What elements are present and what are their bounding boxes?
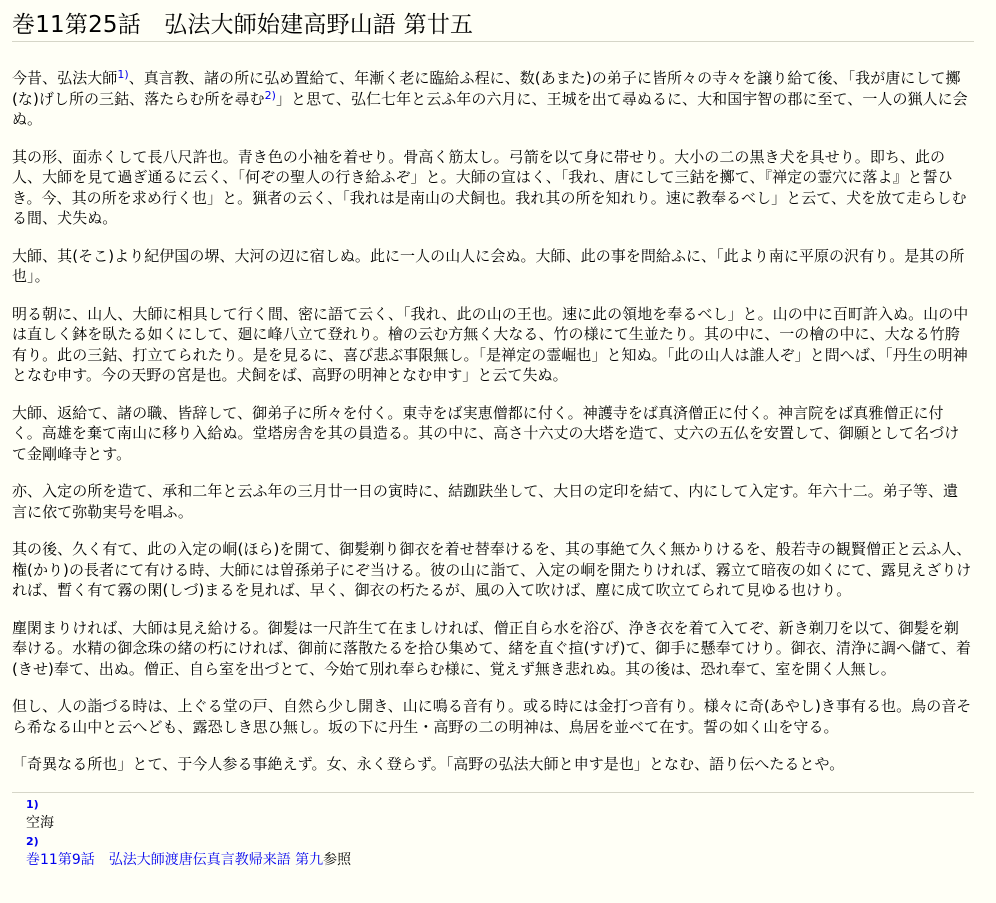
- footnote-text: [26, 813, 972, 833]
- paragraph-text: 明る朝に、山人、大師に相具して行く間、密に語て云く、「我れ、此の山の王也。速に此の領地を奉るべし」と。山の中に百町許入ぬ。山の中は直しく鉢を臥たる如くにして、廻に峰八立て登れり。檜の云む方無く大なる、竹の様にて生並たり。其の中に、一の檜の中に、大なる竹胯有り。此の三鈷、打立てられたり。是を見るに、喜び悲ぶ事限無し。「是禅定の霊崛也」と知ぬ。「此の山人は誰人ぞ」と問へば、「丹生の明神となむ申す。今の天野の宮是也。犬飼をば、高野の明神となむ申す」と云て失ぬ。: [12, 304, 969, 384]
- paragraph: [12, 304, 972, 386]
- paragraph: [12, 68, 972, 130]
- footnote-ref-link[interactable]: 1): [117, 68, 129, 81]
- footnote-ref-link[interactable]: 2): [264, 88, 276, 102]
- paragraph-text: 今昔、弘法大師: [12, 69, 118, 87]
- footnote-divider: [12, 792, 974, 793]
- footnote-link[interactable]: 巻11第9話 弘法大師渡唐伝真言教帰来語 第九: [26, 851, 324, 868]
- paragraph-text: 塵閑まりければ、大師は見え給ける。御髪は一尺許生て在ましければ、僧正自ら水を浴び、浄き衣を着て入てぞ、新き剃刀を以て、御髪を剃奉ける。水精の御念珠の緒の朽にければ、御前に落散たるを拾ひ集めて、緒を直ぐ揎(すげ)て、御手に懸奉てけり。御衣、清浄に調へ儲て、着(きせ)奉て、出ぬ。僧正、自ら室を出づとて、今始て別れ奉らむ様に、覚えず無き悲れぬ。其の後は、恐れ奉て、室を開く人無し。: [12, 618, 972, 678]
- paragraph: [12, 696, 972, 737]
- paragraph: [12, 481, 972, 522]
- paragraph-text: 、真言教、諸の所に弘め置給て、年漸く老に臨給ふ程に、数(あまた)の弟子に皆所々の寺々を譲り給て後、「我が唐にして擲(な)げし所の三鈷、落たらむ所を尋む: [12, 69, 961, 108]
- paragraph: [12, 618, 972, 680]
- paragraph: [12, 246, 972, 287]
- paragraph-text: 其の形、面赤くして長八尺許也。青き色の小袖を着せり。骨高く筋太し。弓箭を以て身に帯せり。大小の二の黒き犬を具せり。即ち、此の人、大師を見て過ぎ通るに云く、「何ぞの聖人の行き給ふぞ」と。大師の宣はく、「我れ、唐にして三鈷を擲て、『禅定の霊穴に落よ』と誓ひき。今、其の所を求め行く也」と。猟者の云く、「我れは是南山の犬飼也。我れ其の所を知れり。速に教奉るべし」と云て、犬を放て走らしむる間、犬失ぬ。: [12, 147, 967, 227]
- title-divider: [12, 41, 974, 42]
- story-body: [12, 68, 972, 775]
- paragraph-text: 亦、入定の所を造て、承和二年と云ふ年の三月廿一日の寅時に、結跏趺坐して、大日の定印を結て、内にして入定す。年六十二。弟子等、遺言に依て弥勒実号を唱ふ。: [12, 482, 959, 521]
- footnote-text-content: 空海: [26, 814, 54, 831]
- footnote-number[interactable]: 2): [26, 834, 39, 848]
- paragraph-text: 大師、返給て、諸の職、皆辞して、御弟子に所々を付く。東寺をば実恵僧都に付く。神護寺をば真済僧正に付く。神言院をば真雅僧正に付く。高雄を棄て南山に移り入給ぬ。堂塔房舎を其の員造る。其の中に、高さ十六丈の大塔を造て、丈六の五仏を安置して、御願として名づけて金剛峰寺とす。: [12, 403, 960, 463]
- page-title: 巻11第25話 弘法大師始建高野山語 第廿五: [12, 12, 474, 38]
- paragraph: [12, 754, 972, 775]
- paragraph-text: 「奇異なる所也」とて、于今人参る事絶えず。女、永く登らず。「高野の弘法大師と申す是也」となむ、語り伝へたるとや。: [12, 755, 845, 773]
- paragraph: [12, 403, 972, 465]
- paragraph-text: 但し、人の詣づる時は、上ぐる堂の戸、自然ら少し開き、山に鳴る音有り。或る時には金打つ音有り。様々に奇(あやし)き事有る也。鳥の音そら希なる山中と云へども、露恐しき思ひ無し。坂の下に丹生・高野の二の明神は、鳥居を並べて在す。誓の如く山を守る。: [12, 697, 972, 736]
- footnote-text: [26, 850, 972, 870]
- paragraph-text: 大師、其(そこ)より紀伊国の堺、大河の辺に宿しぬ。此に一人の山人に会ぬ。大師、此の事を問給ふに、「此より南に平原の沢有り。是其の所也」。: [12, 246, 965, 285]
- paragraph: [12, 539, 972, 601]
- document-page: [12, 0, 972, 871]
- footnote-ref: [265, 89, 276, 102]
- footnote-ref: [117, 68, 128, 81]
- paragraph: [12, 147, 972, 229]
- footnote-text-content: 参照: [323, 851, 352, 868]
- paragraph-text: 其の後、久く有て、此の入定の峒(ほら)を開て、御髪剃り御衣を着せ替奉けるを、其の事絶て久く無かりけるを、般若寺の観賢僧正と云ふ人、権(かり)の長者にて有ける時、大師には曽孫弟子にぞ当ける。彼の山に詣て、入定の峒を開たりければ、霧立て暗夜の如くにて、露見えざりければ、暫く有て霧の閑(しづ)まるを見れば、早く、御衣の朽たるが、風の入て吹けば、塵に成て吹立てられて見ゆる也けり。: [12, 540, 972, 599]
- footnotes: [26, 797, 972, 870]
- paragraph-text: 」と思て、弘仁七年と云ふ年の六月に、王城を出て尋ぬるに、大和国宇智の郡に至て、一人の猟人に会ぬ。: [12, 89, 968, 128]
- footnote-number[interactable]: 1): [26, 797, 39, 811]
